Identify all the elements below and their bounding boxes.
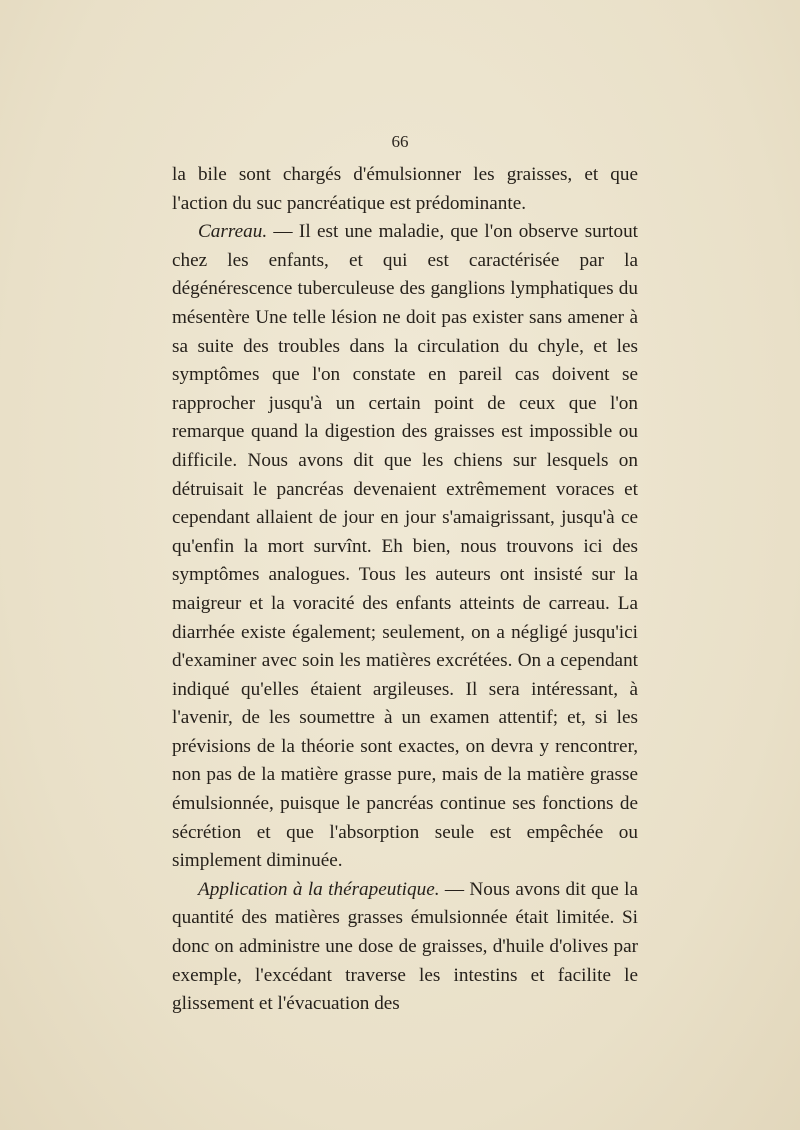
section-heading-application: Application à la thérapeutique. bbox=[198, 878, 440, 900]
paragraph-text: la bile sont chargés d'émulsionner les graisses, et que l'action du suc pancréatique est prédominante. bbox=[172, 164, 638, 214]
paragraph-text: — Nous avons dit que la quantité des matières grasses émulsionnée était limitée. Si donc on administre une dose de graisses, d'huile d'olives par exemple, l'excédant traverse les intestins et facilite le glissement et l'évacuation des bbox=[172, 878, 638, 1015]
paragraph-application bbox=[172, 876, 638, 1019]
section-heading-carreau: Carreau. bbox=[198, 221, 268, 243]
body-text bbox=[172, 161, 638, 1019]
page-number: 66 bbox=[391, 132, 409, 151]
paragraph-carreau bbox=[172, 218, 638, 876]
paragraph-continuation bbox=[172, 161, 638, 218]
paragraph-text: — Il est une maladie, que l'on observe surtout chez les enfants, et qui est caractérisée par la dégénérescence tuberculeuse des ganglions lymphatiques du mésentère Une telle lésion ne doit pas exister sans amener à sa suite des troubles dans la circulation du chyle, et les symptômes que l'on constate en pareil cas doivent se rapprocher jusqu'à un certain point de ceux que l'on remarque quand la digestion des graisses est impossible ou difficile. Nous avons dit que les chiens sur lesquels on détruisait le pancréas devenaient extrêmement voraces et cependant allaient de jour en jour s'amaigrissant, jusqu'à ce qu'enfin la mort survînt. Eh bien, nous trouvons ici des symptômes analogues. Tous les auteurs ont insisté sur la maigreur et la voracité des enfants atteints de carreau. La diarrhée existe également; seulement, on a négligé jusqu'ici d'examiner avec soin les matières excrétées. On a cependant indiqué qu'elles étaient argileuses. Il sera intéressant, à l'avenir, de les soumettre à un examen attentif; et, si les prévisions de la théorie sont exactes, on devra y rencontrer, non pas de la matière grasse pure, mais de la matière grasse émulsionnée, puisque le pancréas continue ses fonctions de sécrétion et que l'absorption seule est empêchée ou simplement diminuée. bbox=[172, 221, 638, 872]
